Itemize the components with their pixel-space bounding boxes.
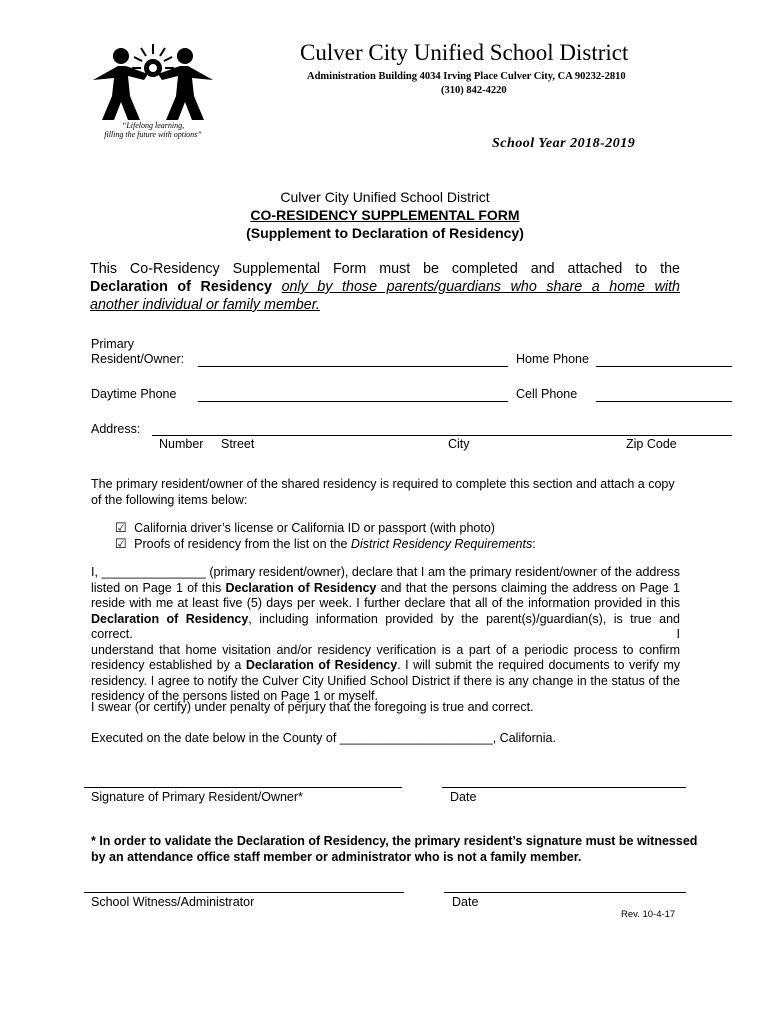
witness-date-label: Date xyxy=(452,895,479,909)
home-phone-label: Home Phone xyxy=(516,352,589,366)
witness-signature-field[interactable] xyxy=(84,892,404,893)
witness-date-field[interactable] xyxy=(444,892,686,893)
address-label: Address: xyxy=(91,422,141,436)
primary-date-field[interactable] xyxy=(442,787,686,788)
home-phone-field[interactable] xyxy=(596,366,732,367)
address-field[interactable] xyxy=(152,435,732,436)
list-item xyxy=(115,536,536,552)
logo-tagline: “Lifelong learning, filling the future with options” xyxy=(104,121,202,139)
checkbox-checked-icon: ☑ xyxy=(115,536,127,551)
district-title: Culver City Unified School District xyxy=(300,40,629,65)
district-phone: (310) 842-4220 xyxy=(441,85,507,96)
cell-phone-label: Cell Phone xyxy=(516,387,578,401)
children-sun-icon xyxy=(88,40,218,122)
title-line-1: Culver City Unified School District xyxy=(280,189,490,205)
list-item xyxy=(115,520,536,536)
form-title xyxy=(0,188,770,242)
title-line-3: (Supplement to Declaration of Residency) xyxy=(246,225,524,241)
daytime-phone-label: Daytime Phone xyxy=(91,387,177,401)
item-2-text: Proofs of residency from the list on the District Residency Requirements: xyxy=(134,537,536,551)
primary-resident-field[interactable] xyxy=(198,366,508,367)
primary-date-label: Date xyxy=(450,790,477,804)
instructions: The primary resident/owner of the shared residency is required to complete this section and attach a copy of the following items below: xyxy=(91,477,675,507)
primary-signature-field[interactable] xyxy=(84,787,402,788)
district-logo xyxy=(88,40,218,140)
required-items-list xyxy=(115,520,536,552)
address-zip-label: Zip Code xyxy=(626,437,677,451)
intro-bold: Declaration of Residency xyxy=(90,279,273,295)
swear-statement: I swear (or certify) under penalty of perjury that the foregoing is true and correct. xyxy=(91,700,534,714)
title-line-2: CO-RESIDENCY SUPPLEMENTAL FORM xyxy=(250,207,520,223)
school-year: School Year 2018-2019 xyxy=(492,136,636,151)
witness-label: School Witness/Administrator xyxy=(91,895,255,909)
intro-italic-1: only by those parents/guardians who share a home with xyxy=(281,279,680,295)
checkbox-checked-icon: ☑ xyxy=(115,520,127,535)
witness-note: * In order to validate the Declaration of Residency, the primary resident’s signature must be witnessed by an attendance office staff member or administrator who is not a family member. xyxy=(91,834,698,864)
daytime-phone-field[interactable] xyxy=(198,401,508,402)
item-1-text: California driver’s license or California ID or passport (with photo) xyxy=(134,521,495,535)
district-address: Administration Building 4034 Irving Place Culver City, CA 90232-2810 xyxy=(307,71,626,82)
declaration-paragraph: I, _______________ (primary resident/owner), declare that I am the primary resident/owner of the address listed on Page 1 of this Declaration of Residency and that the persons claiming the address on Page 1 reside with me at least five (5) days per week. I further declare that all of the information provided in this Declaration of Residency, including information provided by the parent(s)/guardian(s), is true and correct. I understand that home visitation and/or residency verification is a part of a periodic process to confirm residency established by a Declaration of Residency. I will submit the required documents to verify my residency. I agree to notify the Culver City Unified School District if there is any change in the status of the residency of the persons listed on Page 1 or myself. xyxy=(91,565,680,703)
primary-signature-label: Signature of Primary Resident/Owner* xyxy=(91,790,303,804)
intro-line-3 xyxy=(90,296,680,314)
primary-resident-label: Primary Resident/Owner: xyxy=(91,337,185,366)
intro-italic-2: another individual or family member. xyxy=(90,297,320,313)
revision-label: Rev. 10-4-17 xyxy=(621,909,676,920)
intro-paragraph xyxy=(90,260,680,314)
intro-line-1: This Co-Residency Supplemental Form must be completed and attached to the xyxy=(90,261,680,277)
intro-line-2 xyxy=(90,278,680,296)
cell-phone-field[interactable] xyxy=(596,401,732,402)
address-street-label: Street xyxy=(221,437,255,451)
address-number-label: Number xyxy=(159,437,204,451)
address-city-label: City xyxy=(448,437,470,451)
executed-statement: Executed on the date below in the County of ______________________, California. xyxy=(91,731,556,745)
